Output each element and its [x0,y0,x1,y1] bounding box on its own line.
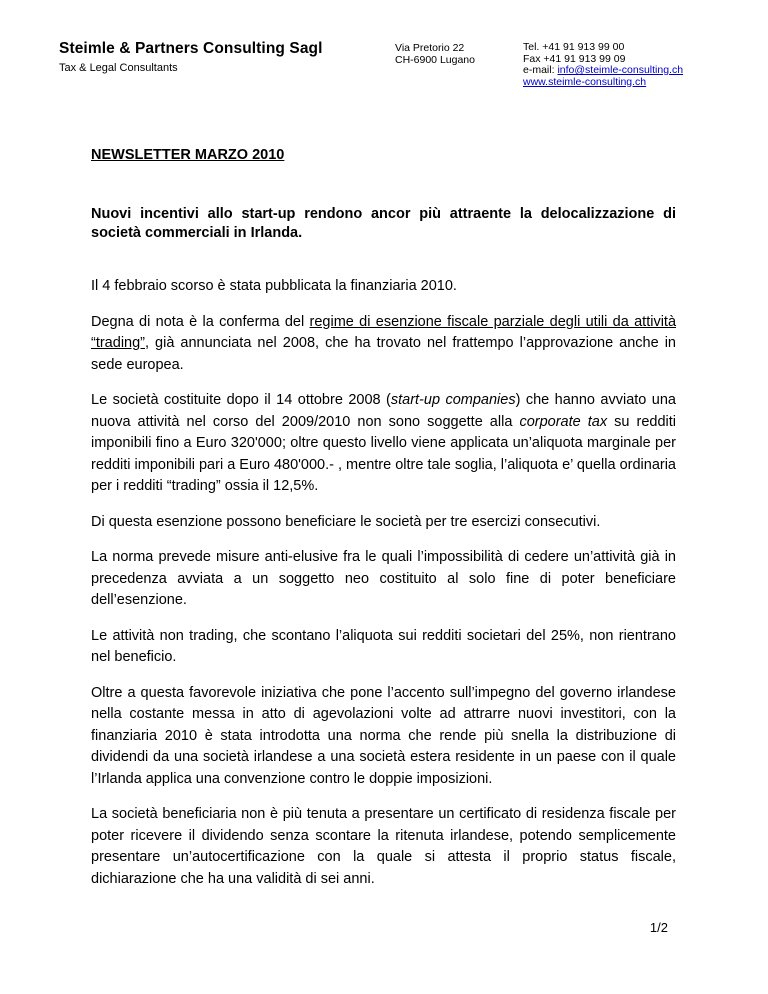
paragraph-2-post: , già annunciata nel 2008, che ha trovato nel frattempo l’approvazione anche in sede europea. [91,335,676,373]
paragraph-3-c: su redditi imponibili fino a Euro 320'000; oltre questo livello viene applicata un’aliquota marginale per redditi imponibili pari a Euro 480'000.- , mentre oltre tale soglia, l’aliquota e’ quella ordinaria per i redditi “trading” ossia il 12,5%. [91,413,676,494]
address-block [395,42,475,66]
article-headline: Nuovi incentivi allo start-up rendono ancor più attraente la delocalizzazione di società commerciali in Irlanda. [91,206,676,241]
letterhead [0,40,768,110]
company-subtitle: Tax & Legal Consultants [59,62,178,74]
company-block [59,40,323,75]
paragraph-3 [91,390,676,498]
paragraph-2 [91,312,676,377]
fax-number: Fax +41 91 913 99 09 [523,52,626,65]
phone-number: Tel. +41 91 913 99 00 [523,41,625,53]
paragraph-4: Di questa esenzione possono beneficiare le società per tre esercizi consecutivi. [91,513,601,530]
paragraph-1: Il 4 febbraio scorso è stata pubblicata la finanziaria 2010. [91,278,457,294]
document-body [91,145,676,890]
paragraph-3-b: ) che hanno avviato una nuova attività nel corso del 2009/2010 non sono soggette alla [91,392,676,430]
email-link[interactable]: info@steimle-consulting.ch [557,64,684,76]
paragraph-3-italic-2: corporate tax [519,413,608,430]
paragraph-8: La società beneficiaria non è più tenuta a presentare un certificato di residenza fiscale per poter ricevere il dividendo senza scontare la ritenuta irlandese, potendo semplicemente presentare un’autocertificazione con la quale si attesta il proprio status fiscale, dichiarazione che ha una validità di sei anni. [91,806,676,887]
page-number: 1/2 [649,920,668,935]
paragraph-5: La norma prevede misure anti-elusive fra le quali l’impossibilità di cedere un’attività già in precedenza avviata a un soggetto neo costituito al solo fine di poter beneficiare dell’esenzione. [91,549,676,608]
paragraph-2-pre: Degna di nota è la conferma del [91,313,310,330]
paragraph-7: Oltre a questa favorevole iniziativa che pone l’accento sull’impegno del governo irlandese nella costante messa in atto di agevolazioni volte ad attrarre nuovi investitori, con la finanziaria 2010 è stata introdotta una norma che rende più snella la distribuzione di dividendi da una società irlandese a una società estera residente in un paese con il quale l’Irlanda applica una convenzione contro le doppie imposizioni. [91,684,676,787]
paragraph-3-italic-1: start-up companies [390,392,516,408]
page-title: NEWSLETTER MARZO 2010 [91,147,285,163]
website-line [523,77,683,89]
paragraph-6: Le attività non trading, che scontano l’aliquota sui redditi societari del 25%, non rientrano nel beneficio. [91,627,676,665]
company-name: Steimle & Partners Consulting Sagl [59,40,323,57]
email-label: e-mail: [523,64,558,76]
address-city: CH-6900 Lugano [395,54,475,66]
paragraph-3-a: Le società costituite dopo il 14 ottobre 2008 ( [91,392,391,408]
contacts-block [523,42,683,88]
website-link[interactable]: www.steimle-consulting.ch [523,75,647,88]
paragraph-2-underlined: regime di esenzione fiscale parziale degli utili da attività “trading” [91,313,677,351]
address-street: Via Pretorio 22 [395,42,465,54]
